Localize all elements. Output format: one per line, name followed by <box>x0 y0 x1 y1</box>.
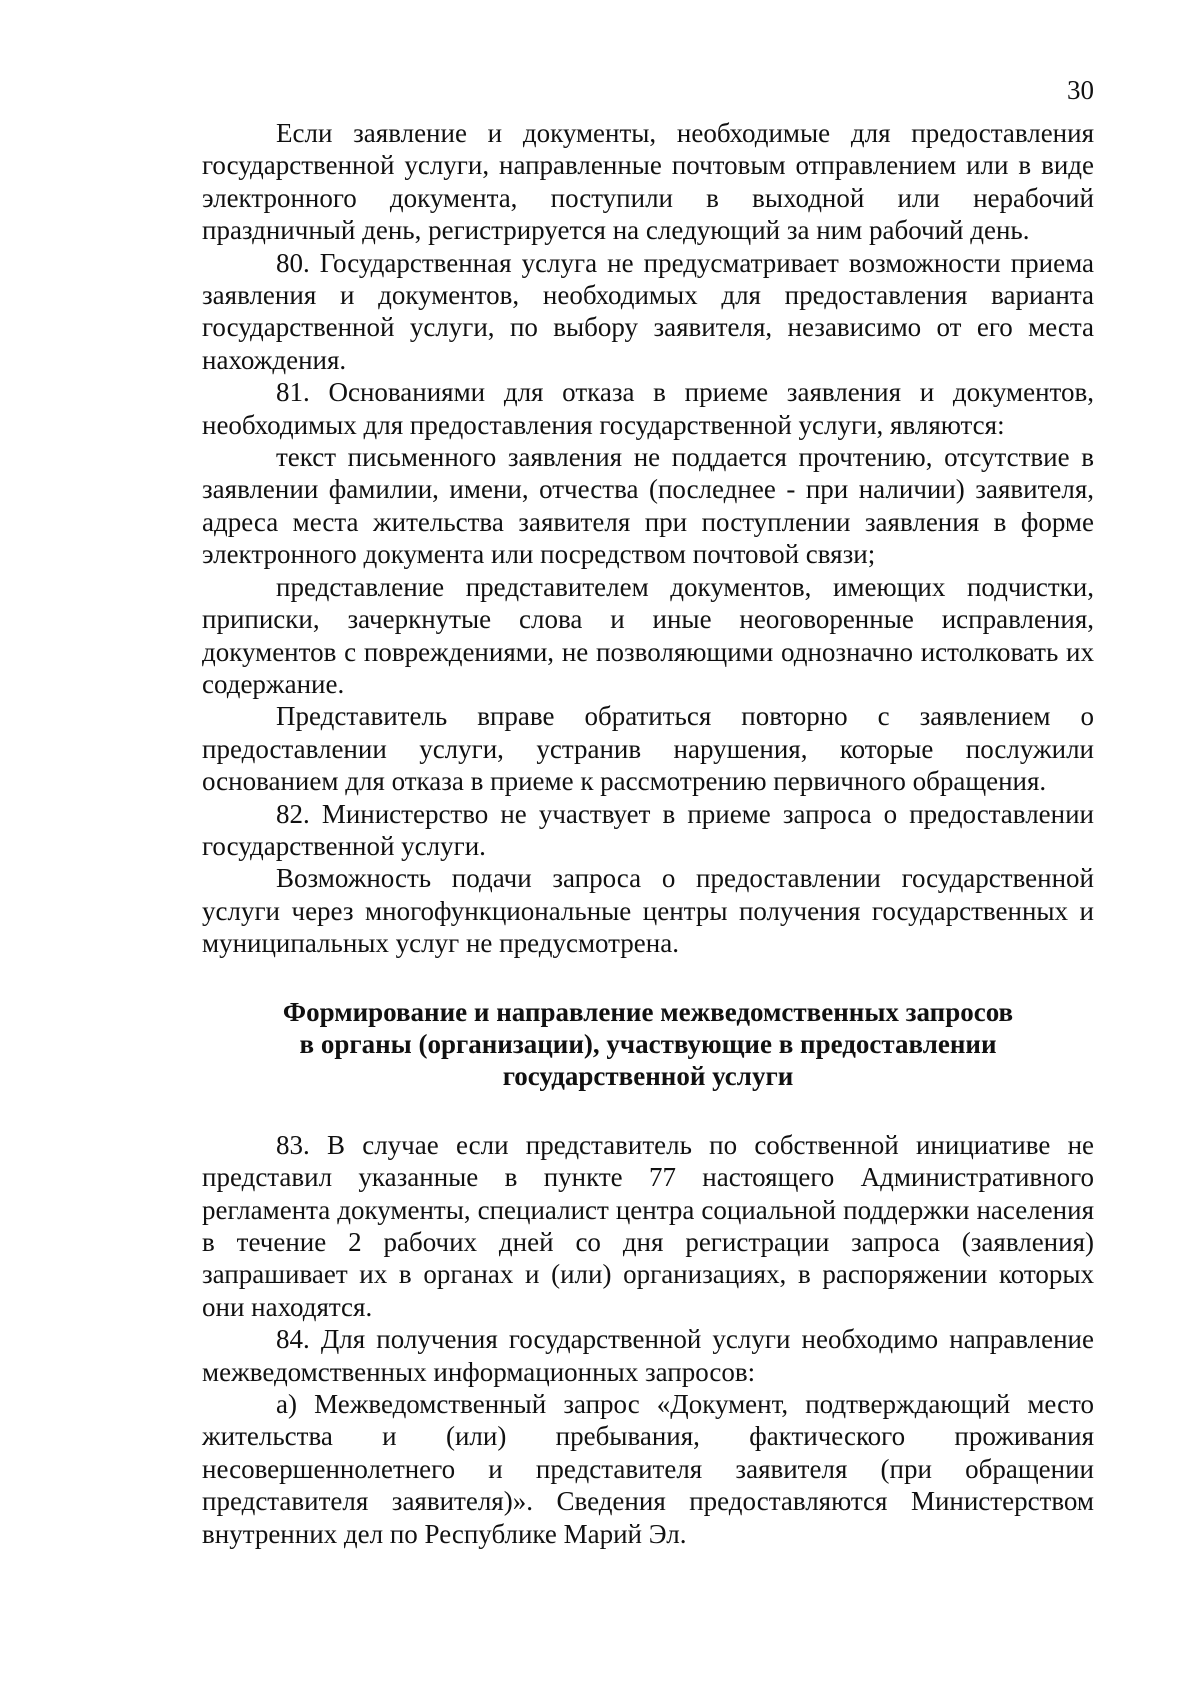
document-body <box>202 117 1094 1550</box>
section-heading-line: Формирование и направление межведомственных запросов <box>282 996 1014 1027</box>
paragraph-mfc: Возможность подачи запроса о предоставлении государственной услуги через многофункциональные центры получения государственных и муниципальных услуг не предусмотрена. <box>202 863 1094 959</box>
section-heading-line: государственной услуги <box>502 1061 794 1092</box>
paragraph-80: 80. Государственная услуга не предусматривает возможности приема заявления и документов, необходимых для предоставления варианта государственной услуги, по выбору заявителя, независимо от его места нахождения. <box>202 247 1094 375</box>
paragraph-84: 84. Для получения государственной услуги необходимо направление межведомственных информационных запросов: <box>202 1324 1094 1387</box>
paragraph-81-reason-corrections: представление представителем документов, имеющих подчистки, приписки, зачеркнутые слова и иные неоговоренные исправления, документов с повреждениями, не позволяющими однозначно истолковать их содержание. <box>202 571 1094 699</box>
page-number: 30 <box>1067 75 1094 105</box>
paragraph-registration-holiday: Если заявление и документы, необходимые для предоставления государственной услуги, направленные почтовым отправлением или в виде электронного документа, поступили в выходной или нерабочий праздничный день, регистрируется на следующий за ним рабочий день. <box>202 118 1094 246</box>
paragraph-81-reason-unreadable: текст письменного заявления не поддается прочтению, отсутствие в заявлении фамилии, имени, отчества (последнее - при наличии) заявителя, адреса места жительства заявителя при поступлении заявления в форме электронного документа или посредством почтовой связи; <box>202 442 1094 570</box>
paragraph-82: 82. Министерство не участвует в приеме запроса о предоставлении государственной услуги. <box>202 798 1094 861</box>
section-heading-line: в органы (организации), участвующие в предоставлении <box>299 1028 997 1059</box>
paragraph-representative-reapply: Представитель вправе обратиться повторно с заявлением о предоставлении услуги, устранив нарушения, которые послужили основанием для отказа в приеме к рассмотрению первичного обращения. <box>202 701 1094 797</box>
paragraph-84-a: а) Межведомственный запрос «Документ, подтверждающий место жительства и (или) пребывания, фактического проживания несовершеннолетнего и представителя заявителя (при обращении представителя заявителя)». Сведения предоставляются Министерством внутренних дел по Республике Марий Эл. <box>202 1389 1094 1549</box>
section-heading <box>202 996 1094 1093</box>
paragraph-83: 83. В случае если представитель по собственной инициативе не представил указанные в пункте 77 настоящего Административного регламента документы, специалист центра социальной поддержки населения в течение 2 рабочих дней со дня регистрации запроса (заявления) запрашивает их в органах и (или) организациях, в распоряжении которых они находятся. <box>202 1129 1094 1322</box>
paragraph-81: 81. Основаниями для отказа в приеме заявления и документов, необходимых для предоставления государственной услуги, являются: <box>202 377 1094 440</box>
